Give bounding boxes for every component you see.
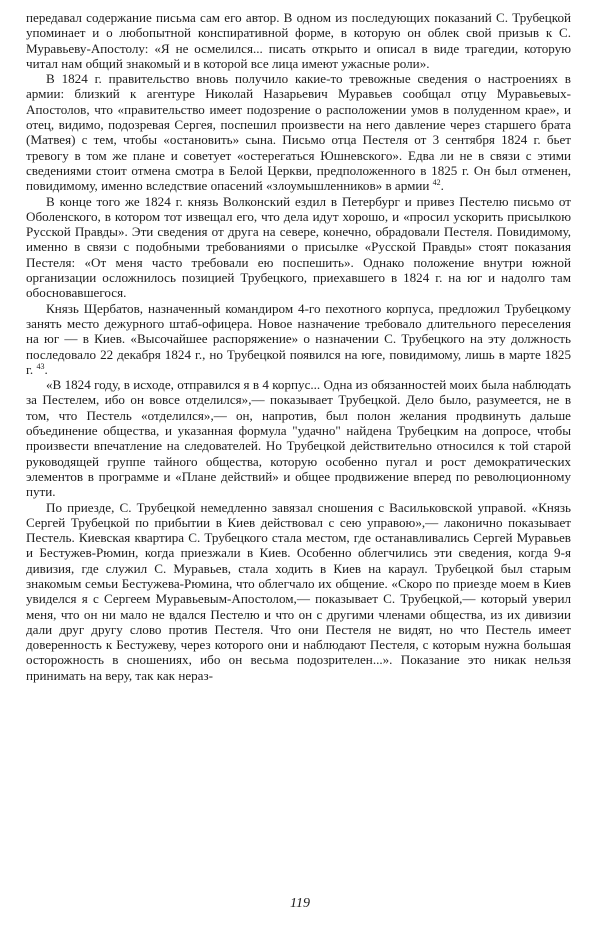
paragraph-shcherbatov: Князь Щербатов, назначенный командиром 4-го пехотного корпуса, предложил Трубецкому занять место дежурного штаб-офицера. Новое назначение требовало длительного переселения на юг — в Киев. «Высочайшее распоряжение» о назначении С. Трубецкого на эту должность последовало 22 декабря 1824 г., но Трубецкой появился на юге, повидимому, лишь в марте 1825 г. $^{43}$. xyxy=(26,300,571,377)
paragraph-trubetskoy-quote xyxy=(26,377,571,499)
paragraph-text: В 1824 г. правительство вновь получило какие-то тревожные сведения о настроениях в армии: близкий к агентуре Николай Назарьевич Муравьев сообщал отцу Муравьевых-Апостолов, что «правительство имеет подозрение о расположении умов в полуденном крае», и отец, видимо, подозревая Сергея, поспешил произвести на него давление через старшего брата (Матвея) с тем, чтобы «остановить» сына. Письмо отца Пестеля от 3 сентября 1824 г. бьет тревогу в том же плане и советует «остерегаться Юшневского». Едва ли не в связи с этими сведениями стоит отмена смотра в Белой Церкви, предположенного в 1825 г. Он был отменен, повидимому, именно вследствие опасений «злоумышленников» в армии xyxy=(26,71,571,194)
paragraph-text: «В 1824 году, в исходе, отправился я в 4 корпус... Одна из обязанностей моих была наблюдать за Пестелем, ибо он вовсе отделился»,— показывает Трубецкой. Дело было, разумеется, не в том, что Пестель «отделился»,— он, напротив, был полон желания продвинуть дальше объединение общества, и указанная формула "удачно" найдена Трубецким на допросе, чтобы произвести впечатление на следователей. Но Трубецкой действительно относился к той старой руководящей группе тайного общества, которую особенно пугал и рост демократических элементов в программе и «Плане действий» и общее продвижение вперед по революционному пути. xyxy=(26,377,571,500)
footnote-marker: 42 xyxy=(432,178,441,188)
paragraph-government-1824: В 1824 г. правительство вновь получило какие-то тревожные сведения о настроениях в армии: близкий к агентуре Николай Назарьевич Муравьев сообщал отцу Муравьевых-Апостолов, что «правительство имеет подозрение о расположении умов в полуденном крае», и отец, видимо, подозревая Сергея, поспешил произвести на него давление через старшего брата (Матвея) с тем, чтобы «остановить» сына. Письмо отца Пестеля от 3 сентября 1824 г. бьет тревогу в том же плане и советует «остерегаться Юшневского». Едва ли не в связи с этими сведениями стоит отмена смотра в Белой Церкви, предположенного в 1825 г. Он был отменен, повидимому, именно вследствие опасений «злоумышленников» в армии $^{42}$. xyxy=(26,71,571,194)
document-page xyxy=(26,10,571,930)
paragraph-volkonsky-trip xyxy=(26,194,571,301)
paragraph-text: Князь Щербатов, назначенный командиром 4-го пехотного корпуса, предложил Трубецкому занять место дежурного штаб-офицера. Новое назначение требовало длительного переселения на юг — в Киев. «Высочайшее распоряжение» о назначении С. Трубецкого на эту должность последовало 22 декабря 1824 г., но Трубецкой появился на юге, повидимому, лишь в марте 1825 г. xyxy=(26,300,571,377)
paragraph-continued xyxy=(26,10,571,71)
paragraph-vasilkov-council xyxy=(26,500,571,684)
footnote-marker: 43 xyxy=(36,361,45,371)
paragraph-text: В конце того же 1824 г. князь Волконский ездил в Петербург и привез Пестелю письмо от Оболенского, в котором тот извещал его, что дела идут хорошо, и «просил ускорить присылкою Русской Правды». Эти сведения от друга на севере, конечно, обрадовали Пестеля. Повидимому, именно в связи с подобными требованиями о присылке «Русской Правды» стоят показания Пестеля: «От меня часто требовали ею поспешить». Однако положение внутри южной организации осложнилось позицией Трубецкого, приехавшего в 1824 г. на юг и надолго там обосновавшегося. xyxy=(26,193,571,301)
paragraph-text: По приезде, С. Трубецкой немедленно завязал сношения с Васильковской управой. «Князь Сергей Трубецкой по прибытии в Киев действовал с сею управою»,— лаконично показывает Пестель. Киевская квартира С. Трубецкого стала местом, где останавливались Сергей Муравьев и Бестужев-Рюмин, когда приезжали в Киев. Особенно облегчились эти сведения, когда 9-я дивизия, где служил С. Муравьев, стала ходить в Киев на караул. Трубецкой был старым знакомым семьи Бестужева-Рюмина, что облегчало их общение. «Скоро по приезде моем в Киев увиделся я с Сергеем Муравьевым-Апостолом,— показывает С. Трубецкой,— который уверил меня, что он ни мало не вдался Пестелю и что он с другими членами общества, из их дивизии дали друг другу слово против Пестеля. Что они Пестеля не видят, но что Пестель имеет доверенность к Бестужеву, через которого они и наблюдают Пестеля, с которым нужна большая осторожность в сношениях, ибо он весьма подозрителен...». Показание это никак нельзя принимать на веру, так как нераз- xyxy=(26,499,571,683)
paragraph-text: передавал содержание письма сам его автор. В одном из последующих показаний С. Трубецкой упоминает и о любопытной конспиративной форме, в которую он облек свой призыв к С. Муравьеву-Апостолу: «Я не осмелился... писать открыто и описал в виде трагедии, которую читал нам общий знакомый и в которой все лица имеют ужасные роли». xyxy=(26,10,571,71)
page-number: 119 xyxy=(290,896,310,911)
